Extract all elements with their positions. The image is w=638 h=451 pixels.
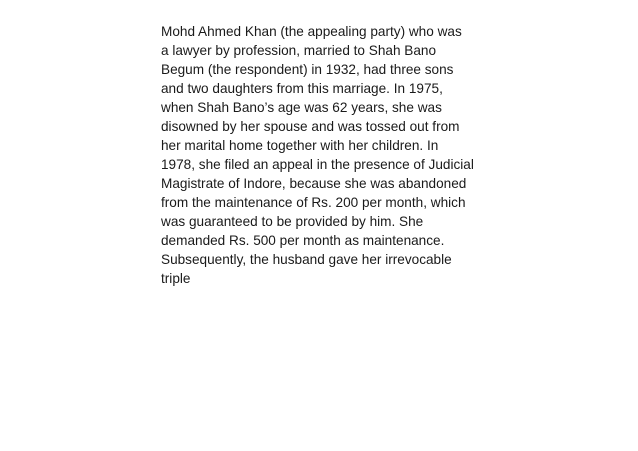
text-line: and two daughters from this marriage. In 1975, <box>161 81 443 96</box>
text-line: Begum (the respondent) in 1932, had three sons <box>161 62 454 77</box>
text-line: disowned by her spouse and was tossed out from <box>161 119 460 134</box>
text-line: her marital home together with her children. In <box>161 138 439 153</box>
text-line: 1978, she filed an appeal in the presence of Judicial <box>161 157 474 172</box>
text-line: was guaranteed to be provided by him. She <box>161 214 424 229</box>
text-line: from the maintenance of Rs. 200 per month, which <box>161 195 466 210</box>
text-line: Magistrate of Indore, because she was abandoned <box>161 176 467 191</box>
text-line: a lawyer by profession, married to Shah Bano <box>161 43 437 58</box>
text-line: demanded Rs. 500 per month as maintenance. <box>161 233 445 248</box>
text-line: Subsequently, the husband gave her irrevocable <box>161 252 452 267</box>
text-line: Mohd Ahmed Khan (the appealing party) who was <box>161 24 462 39</box>
text-line: when Shah Bano’s age was 62 years, she was <box>161 100 442 115</box>
body-text <box>161 22 491 288</box>
text-line: triple <box>161 271 191 286</box>
